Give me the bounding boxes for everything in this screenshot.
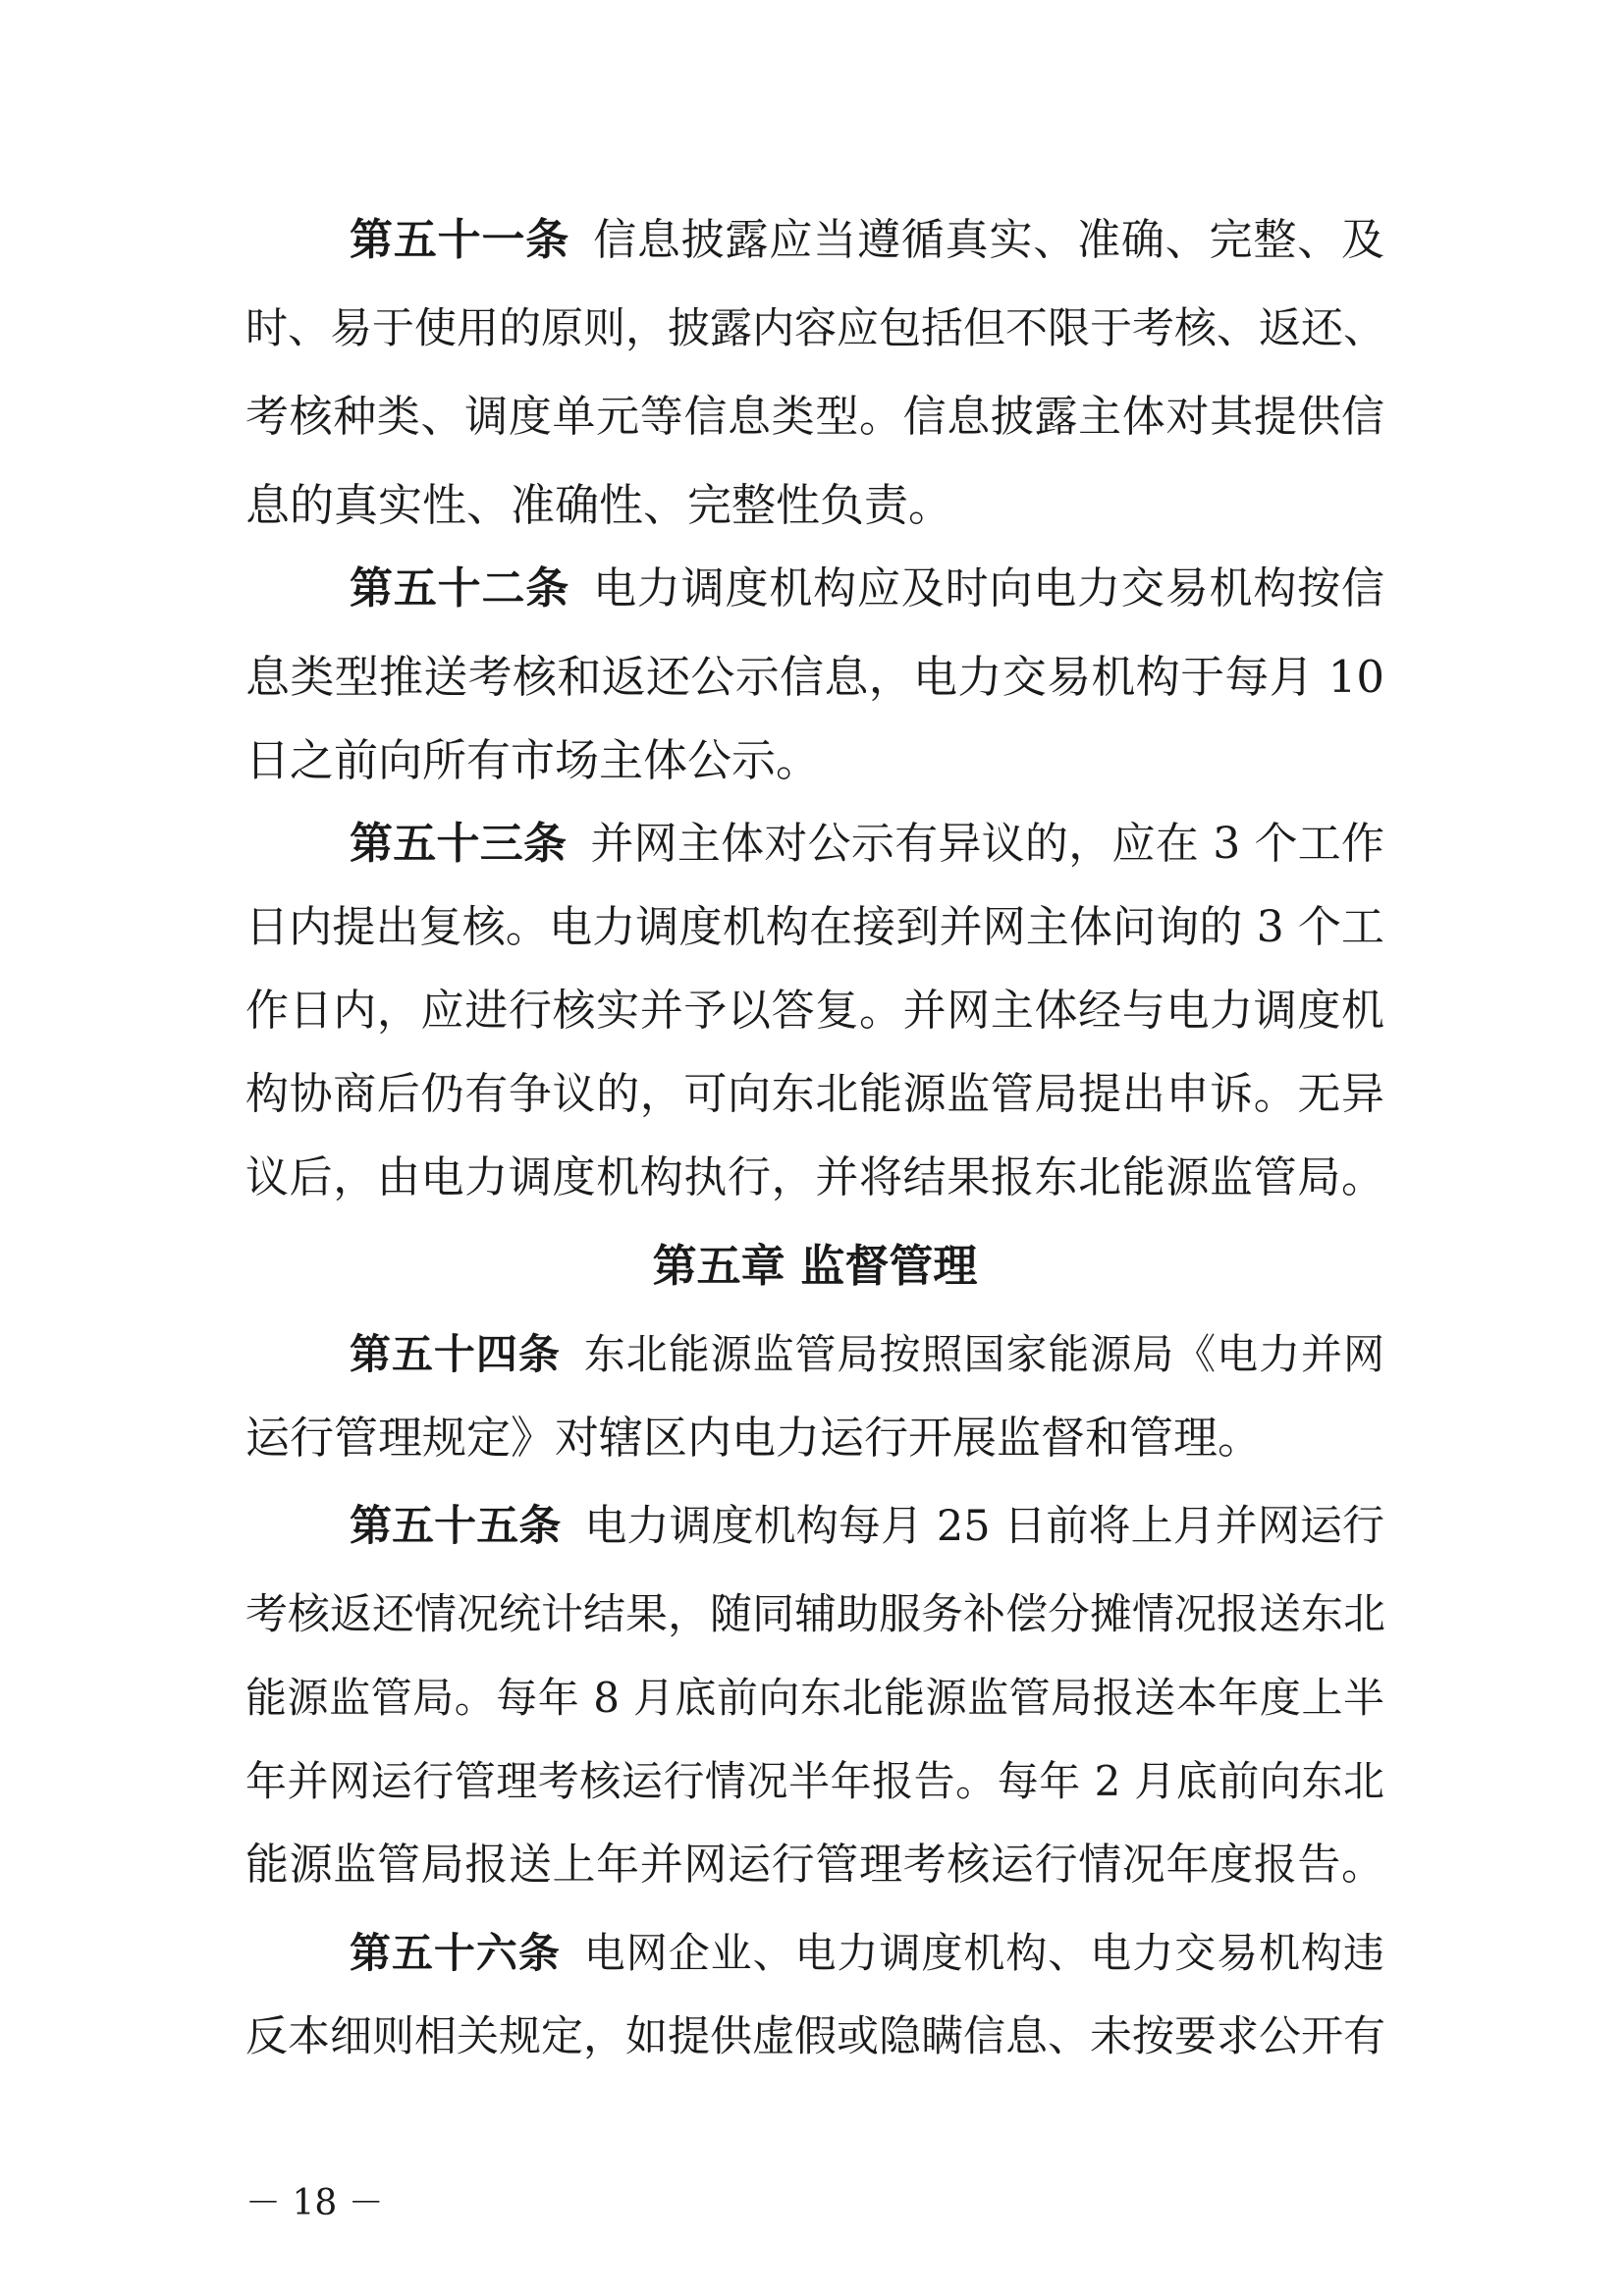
article-52-line-1 — [350, 555, 1384, 623]
article-52-line-2: 息类型推送考核和返还公示信息，电力交易机构于每月 10 — [245, 651, 1384, 703]
article-52-number: 第五十二条 — [350, 563, 570, 614]
article-54-line-2: 运行管理规定》对辖区内电力运行开展监督和管理。 — [245, 1412, 1263, 1464]
article-56-number: 第五十六条 — [350, 1929, 561, 1977]
article-52-line-3: 日之前向所有市场主体公示。 — [245, 734, 821, 786]
article-53-line-2: 日内提出复核。电力调度机构在接到并网主体问询的 3 个工 — [245, 902, 1384, 952]
article-53-text-1: 并网主体对公示有异议的，应在 3 个工作 — [590, 819, 1384, 869]
article-54-text-1: 东北能源监管局按照国家能源局《电力并网 — [583, 1330, 1384, 1378]
article-53-number: 第五十三条 — [350, 819, 568, 869]
article-55-number: 第五十五条 — [350, 1502, 562, 1551]
article-54-number: 第五十四条 — [350, 1330, 561, 1378]
page-number: － 18 － — [245, 2183, 384, 2223]
chapter-title: 第五章 监督管理 — [652, 1240, 978, 1292]
article-51-text-1: 信息披露应当遵循真实、准确、完整、及 — [593, 215, 1385, 265]
article-51-line-3: 考核种类、调度单元等信息类型。信息披露主体对其提供信 — [245, 392, 1384, 442]
article-53-line-5: 议后，由电力调度机构执行，并将结果报东北能源监管局。 — [245, 1152, 1384, 1202]
article-55-line-5: 能源监管局报送上年并网运行管理考核运行情况年度报告。 — [245, 1840, 1384, 1890]
article-55-line-1 — [350, 1492, 1384, 1561]
article-55-line-3: 能源监管局。每年 8 月底前向东北能源监管局报送本年度上半 — [245, 1674, 1384, 1722]
article-53-line-1 — [350, 810, 1384, 879]
article-51-number: 第五十一条 — [350, 215, 570, 265]
article-51-line-1 — [350, 206, 1384, 275]
article-56-line-2: 反本细则相关规定，如提供虚假或隐瞒信息、未按要求公开有 — [245, 2012, 1385, 2061]
article-51-line-2: 时、易于使用的原则，披露内容应包括但不限于考核、返还、 — [245, 304, 1385, 353]
article-51-line-4: 息的真实性、准确性、完整性负责。 — [245, 479, 953, 531]
article-54-line-1 — [350, 1320, 1384, 1389]
article-52-text-1: 电力调度机构应及时向电力交易机构按信 — [593, 563, 1385, 614]
article-56-text-1: 电网企业、电力调度机构、电力交易机构违 — [583, 1929, 1384, 1977]
article-53-line-3: 作日内，应进行核实并予以答复。并网主体经与电力调度机 — [245, 986, 1384, 1036]
article-56-line-1 — [350, 1919, 1384, 1988]
article-55-line-2: 考核返还情况统计结果，随同辅助服务补偿分摊情况报送东北 — [245, 1590, 1385, 1639]
article-53-line-4: 构协商后仍有争议的，可向东北能源监管局提出申诉。无异 — [245, 1069, 1384, 1119]
article-55-text-1: 电力调度机构每月 25 日前将上月并网运行 — [584, 1502, 1384, 1551]
article-55-line-4: 年并网运行管理考核运行情况半年报告。每年 2 月底前向东北 — [245, 1757, 1384, 1805]
